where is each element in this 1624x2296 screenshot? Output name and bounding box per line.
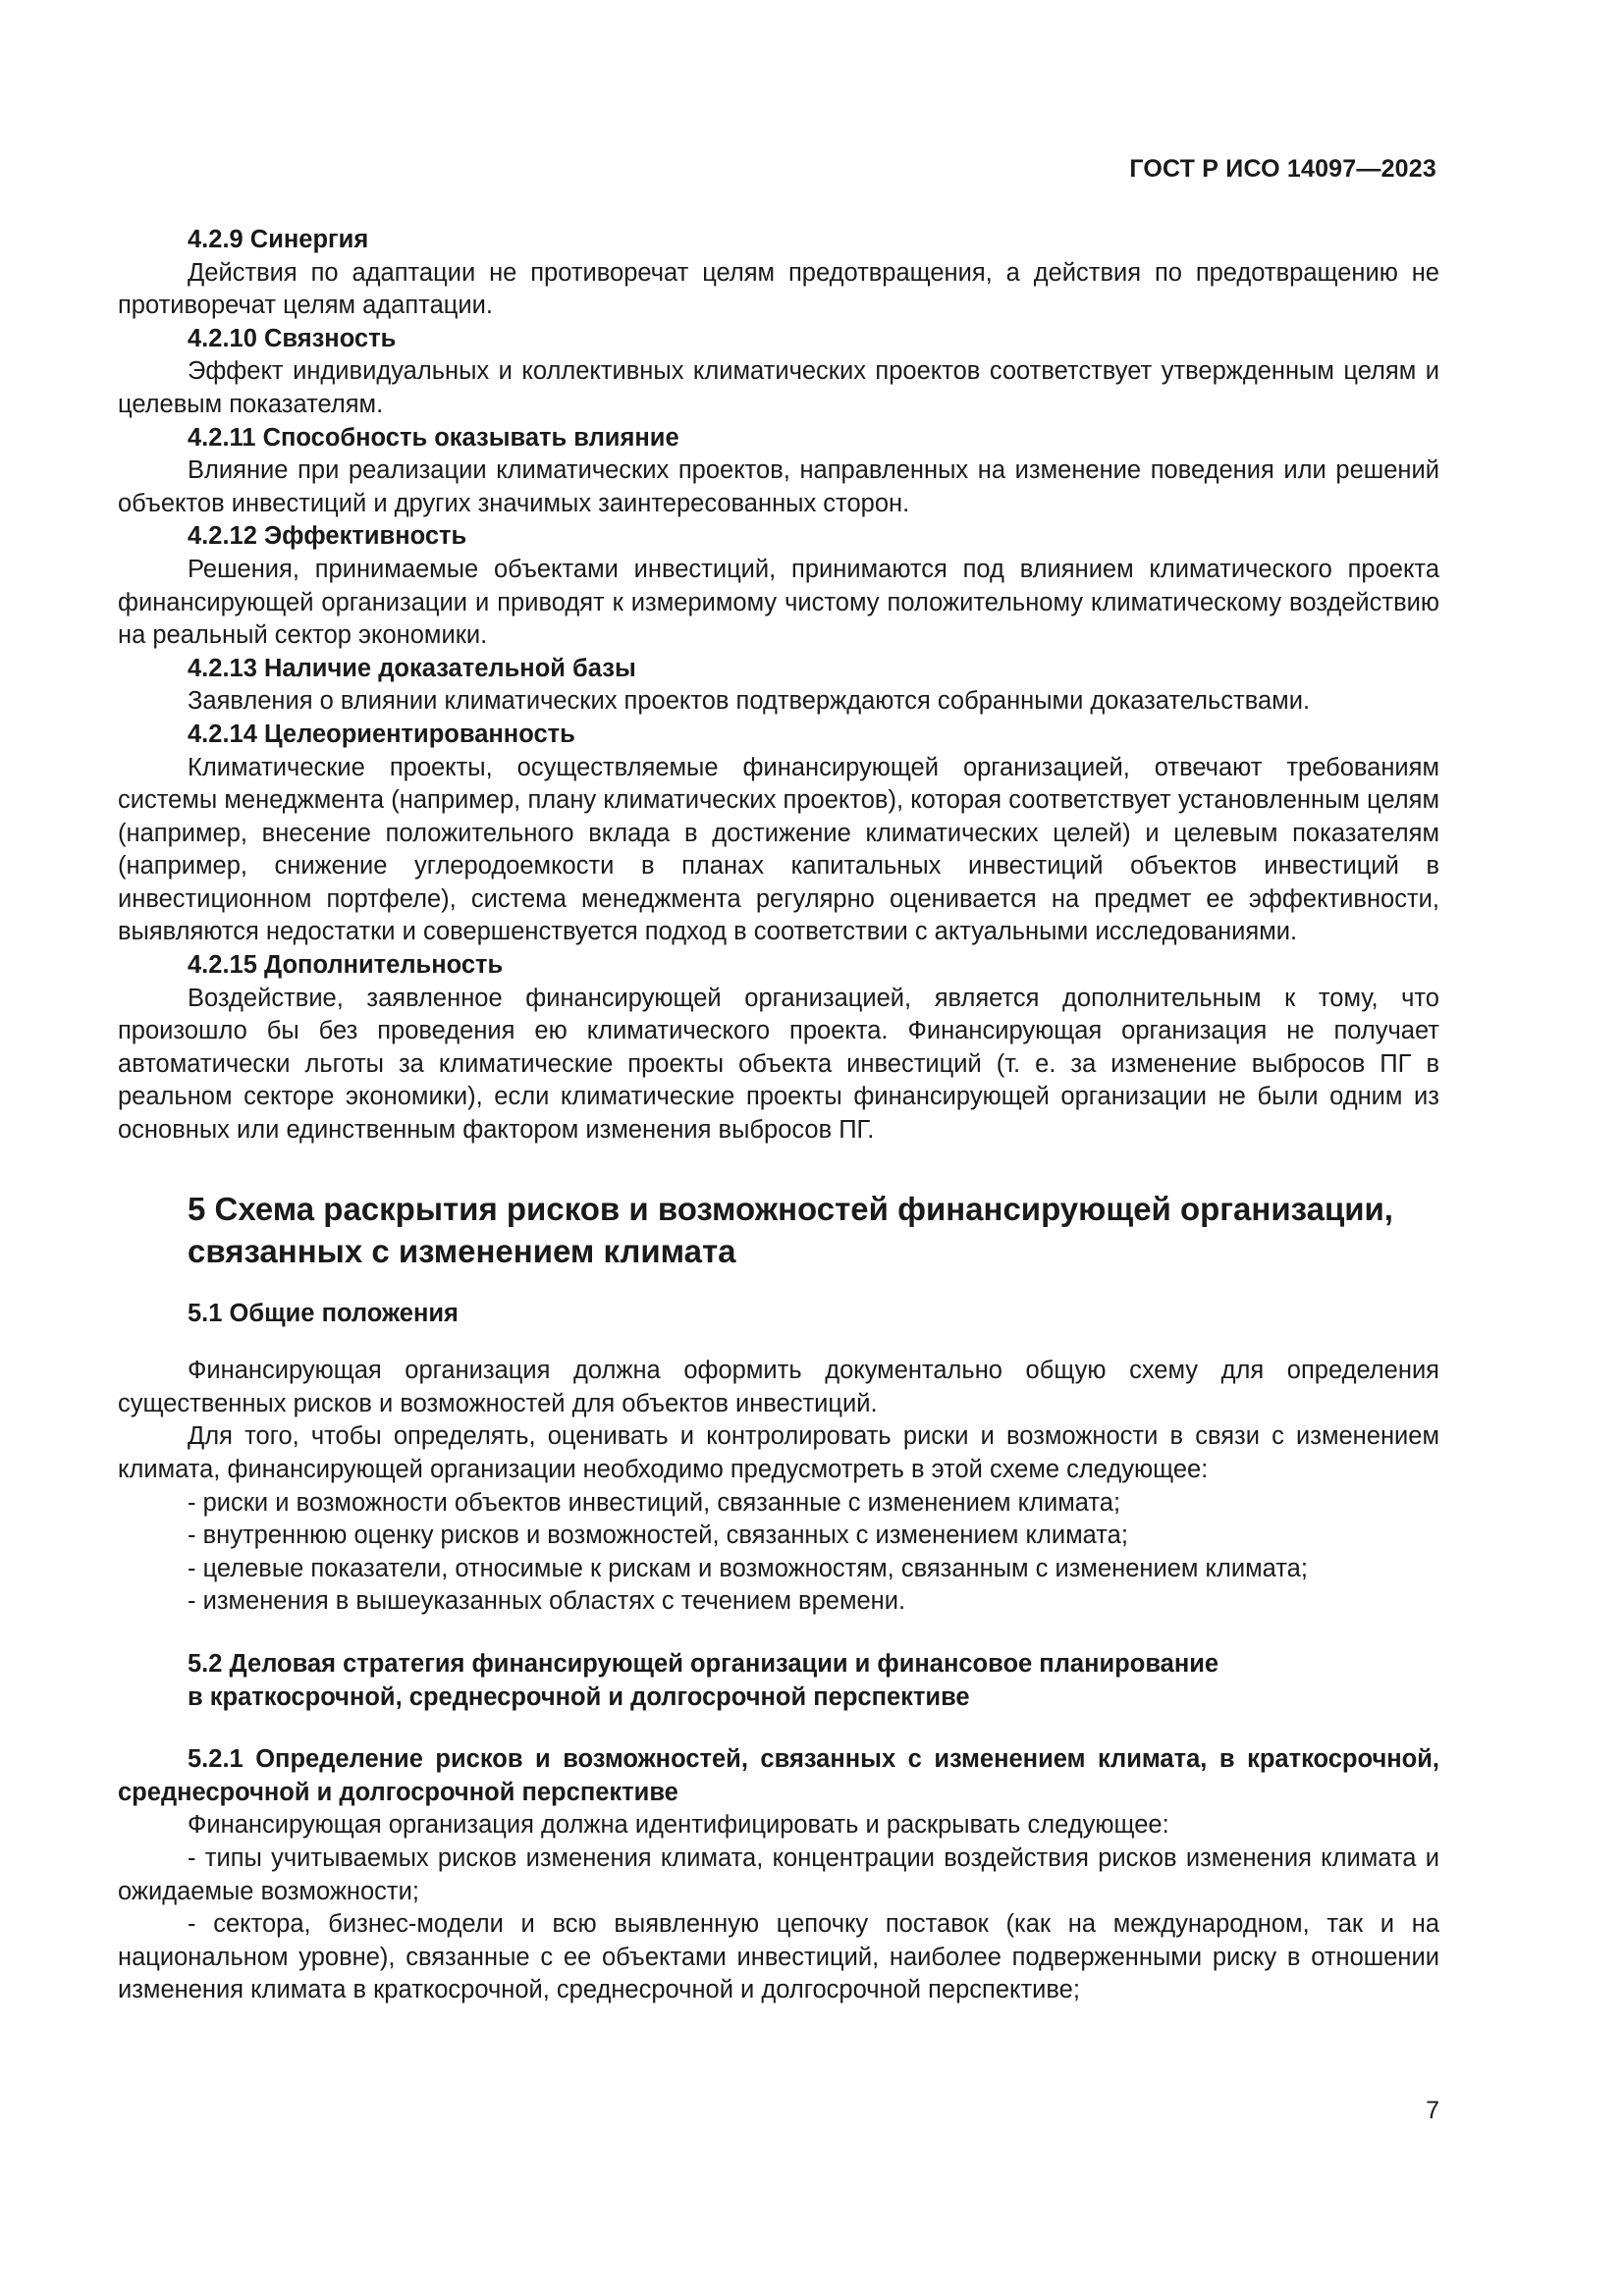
page-number: 7	[1426, 2097, 1439, 2124]
list-item: - сектора, бизнес-модели и всю выявленную цепочку поставок (как на международном, так и на национальном уровне), связанные с ее объектами инвестиций, наиболее подверженными риску в отношении изменения климата в краткосрочной, среднесрочной и долгосрочной перспективе;	[118, 1910, 1439, 2004]
list-item: - изменения в вышеуказанных областях с течением времени.	[188, 1587, 906, 1616]
clause-text: Влияние при реализации климатических проектов, направленных на изменение поведения или решений объектов инвестиций и других значимых заинтересованных сторон.	[118, 456, 1439, 517]
list-item: - типы учитываемых рисков изменения климата, концентрации воздействия рисков изменения климата и ожидаемые возможности;	[118, 1843, 1439, 1905]
document-body	[118, 224, 1439, 2007]
clause-heading: 4.2.12 Эффективность	[188, 522, 467, 551]
list-item: - внутреннюю оценку рисков и возможностей, связанных с изменением климата;	[188, 1522, 1128, 1550]
clause-text: Заявления о влиянии климатических проектов подтверждаются собранными доказательствами.	[188, 687, 1311, 716]
clause-text: Климатические проекты, осуществляемые финансирующей организацией, отвечают требованиям системы менеджмента (например, плану климатических проектов), которая соответствует установленным целям (например, внесение положительного вклада в достижение климатических целей) и целевым показателям (например, снижение углеродоемкости в планах капитальных инвестиций объектов инвестиций в инвестиционном портфеле), система менеджмента регулярно оценивается на предмет ее эффективности, выявляются недостатки и совершенствуется подход в соответствии с актуальными исследованиями.	[118, 753, 1439, 946]
document-standard-code: ГОСТ Р ИСО 14097—2023	[1129, 155, 1436, 183]
clause-text: Решения, принимаемые объектами инвестиций, принимаются под влиянием климатического проекта финансирующей организации и приводят к измеримому чистому положительному климатическому воздействию на реальный сектор экономики.	[118, 555, 1439, 650]
paragraph: Финансирующая организация должна идентифицировать и раскрывать следующее:	[188, 1811, 1169, 1840]
list-item: - риски и возможности объектов инвестиций, связанные с изменением климата;	[188, 1488, 1121, 1517]
section-heading-line2: связанных с изменением климата	[188, 1232, 736, 1269]
clause-text: Воздействие, заявленное финансирующей организацией, является дополнительным к тому, что произошло бы без проведения ею климатического проекта. Финансирующая организация не получает автоматически льготы за климатические проекты объекта инвестиций (т. е. за изменение выбросов ПГ в реальном секторе экономики), если климатические проекты финансирующей организации не были одним из основных или единственным фактором изменения выбросов ПГ.	[118, 984, 1439, 1145]
subsection-heading: 5.2 Деловая стратегия финансирующей организации и финансовое планирование	[188, 1649, 1219, 1678]
clause-heading: 5.2.1 Определение рисков и возможностей, связанных с изменением климата, в краткосрочной, среднесрочной и долгосрочной перспективе	[118, 1745, 1439, 1806]
paragraph: Финансирующая организация должна оформить документально общую схему для определения существенных рисков и возможностей для объектов инвестиций.	[118, 1357, 1439, 1417]
section-heading-line1: 5 Схема раскрытия рисков и возможностей финансирующей организации,	[188, 1190, 1393, 1227]
clause-heading: 4.2.10 Связность	[188, 324, 397, 352]
clause-heading: 4.2.13 Наличие доказательной базы	[188, 654, 636, 682]
clause-text: Эффект индивидуальных и коллективных климатических проектов соответствует утвержденным целям и целевым показателям.	[118, 357, 1439, 418]
subsection-heading-continued: в краткосрочной, среднесрочной и долгосрочной перспективе	[188, 1682, 970, 1711]
subsection-heading: 5.1 Общие положения	[188, 1299, 459, 1327]
paragraph: Для того, чтобы определять, оценивать и контролировать риски и возможности в связи с изменением климата, финансирующей организации необходимо предусмотреть в этой схеме следующее:	[118, 1422, 1439, 1483]
clause-text: Действия по адаптации не противоречат целям предотвращения, а действия по предотвращению не противоречат целям адаптации.	[118, 258, 1439, 320]
list-item: - целевые показатели, относимые к рискам и возможностям, связанным с изменением климата;	[188, 1554, 1308, 1582]
section-heading	[188, 1188, 1439, 1272]
clause-heading: 4.2.15 Дополнительность	[188, 951, 504, 980]
clause-heading: 4.2.11 Способность оказывать влияние	[188, 423, 679, 452]
clause-heading: 4.2.14 Целеориентированность	[188, 720, 575, 748]
clause-heading: 4.2.9 Синергия	[188, 226, 369, 253]
